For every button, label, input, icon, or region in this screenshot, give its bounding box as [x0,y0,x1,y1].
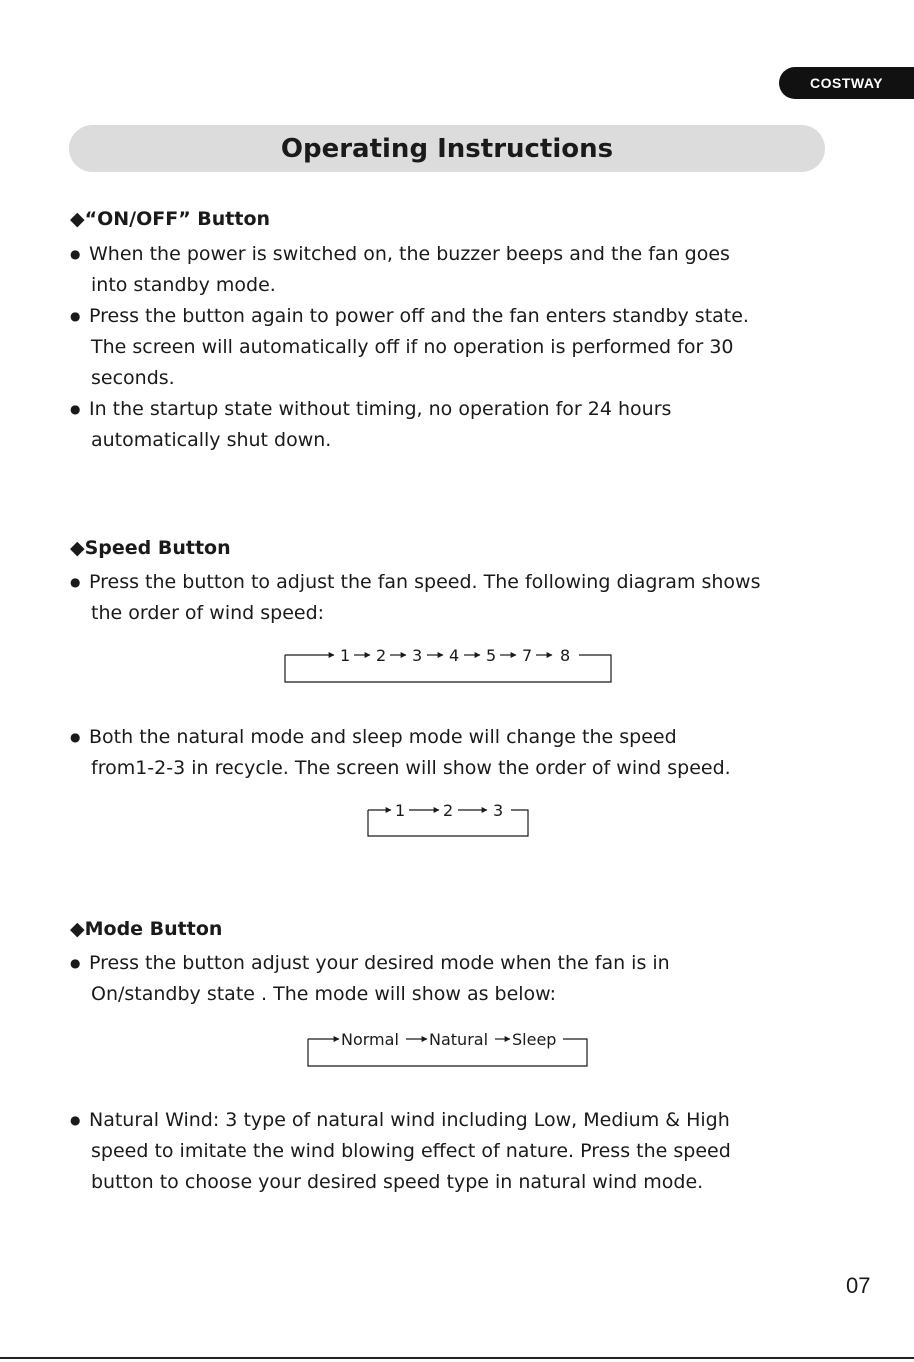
bullet-dot-icon: ● [70,402,81,416]
bullet-dot-icon: ● [70,575,81,589]
text-line: Press the button again to power off and the fan enters standby state. [89,305,749,327]
bullet-dot-icon: ● [70,247,81,261]
text-line: from1-2-3 in recycle. The screen will show the order of wind speed. [91,757,731,779]
bullet-dot-icon: ● [70,956,81,970]
title-banner [69,125,825,172]
mode-step: Normal [341,1030,399,1049]
page-number: 07 [846,1273,871,1298]
mode-step: Natural [429,1030,489,1049]
speed-step: 1 [395,801,406,820]
text-line: seconds. [91,367,175,389]
section-heading-on-off: ◆“ON/OFF” Button [70,208,271,230]
section-heading-speed: ◆Speed Button [70,537,231,559]
text-line: Press the button adjust your desired mode when the fan is in [89,952,670,974]
speed-step: 7 [522,646,533,665]
speed-step: 5 [486,646,497,665]
bullet-dot-icon: ● [70,1113,81,1127]
paragraph-speed-1 [70,567,761,629]
mode-cycle-diagram [307,1027,591,1073]
natural-sleep-cycle-svg [367,798,531,840]
page-title: Operating Instructions [280,133,614,164]
speed-cycle-svg [284,643,614,685]
speed-step: 8 [560,646,571,665]
section-heading-mode: ◆Mode Button [70,918,223,940]
text-line: On/standby state . The mode will show as below: [91,983,557,1005]
text-line: the order of wind speed: [91,602,325,624]
text-line: The screen will automatically off if no operation is performed for 30 [91,336,734,358]
text-line: Press the button to adjust the fan speed. The following diagram shows [89,571,761,593]
speed-step: 2 [376,646,387,665]
text-line: When the power is switched on, the buzzer beeps and the fan goes [89,243,730,265]
bullet-dot-icon: ● [70,309,81,323]
speed-step: 1 [340,646,351,665]
speed-step: 4 [449,646,460,665]
paragraph-mode-1 [70,948,670,1010]
text-line: into standby mode. [91,274,276,296]
speed-step: 3 [412,646,423,665]
text-line: Both the natural mode and sleep mode will change the speed [89,726,677,748]
paragraph-on-off-1 [70,239,730,301]
speed-step: 3 [493,801,504,820]
speed-cycle-diagram [284,643,614,689]
mode-step: Sleep [512,1030,557,1049]
natural-sleep-cycle-diagram [367,798,531,844]
brand-logo: COSTWAY [779,67,914,99]
paragraph-mode-2 [70,1105,731,1198]
text-line: speed to imitate the wind blowing effect of nature. Press the speed [91,1140,731,1162]
mode-cycle-svg [307,1027,591,1069]
text-line: automatically shut down. [91,429,332,451]
text-line: Natural Wind: 3 type of natural wind including Low, Medium & High [89,1109,730,1131]
speed-step: 2 [443,801,454,820]
paragraph-on-off-2 [70,301,749,394]
paragraph-speed-2 [70,722,731,784]
text-line: In the startup state without timing, no operation for 24 hours [89,398,672,420]
paragraph-on-off-3 [70,394,671,456]
bullet-dot-icon: ● [70,730,81,744]
bottom-divider [0,1357,914,1359]
text-line: button to choose your desired speed type in natural wind mode. [91,1171,704,1193]
